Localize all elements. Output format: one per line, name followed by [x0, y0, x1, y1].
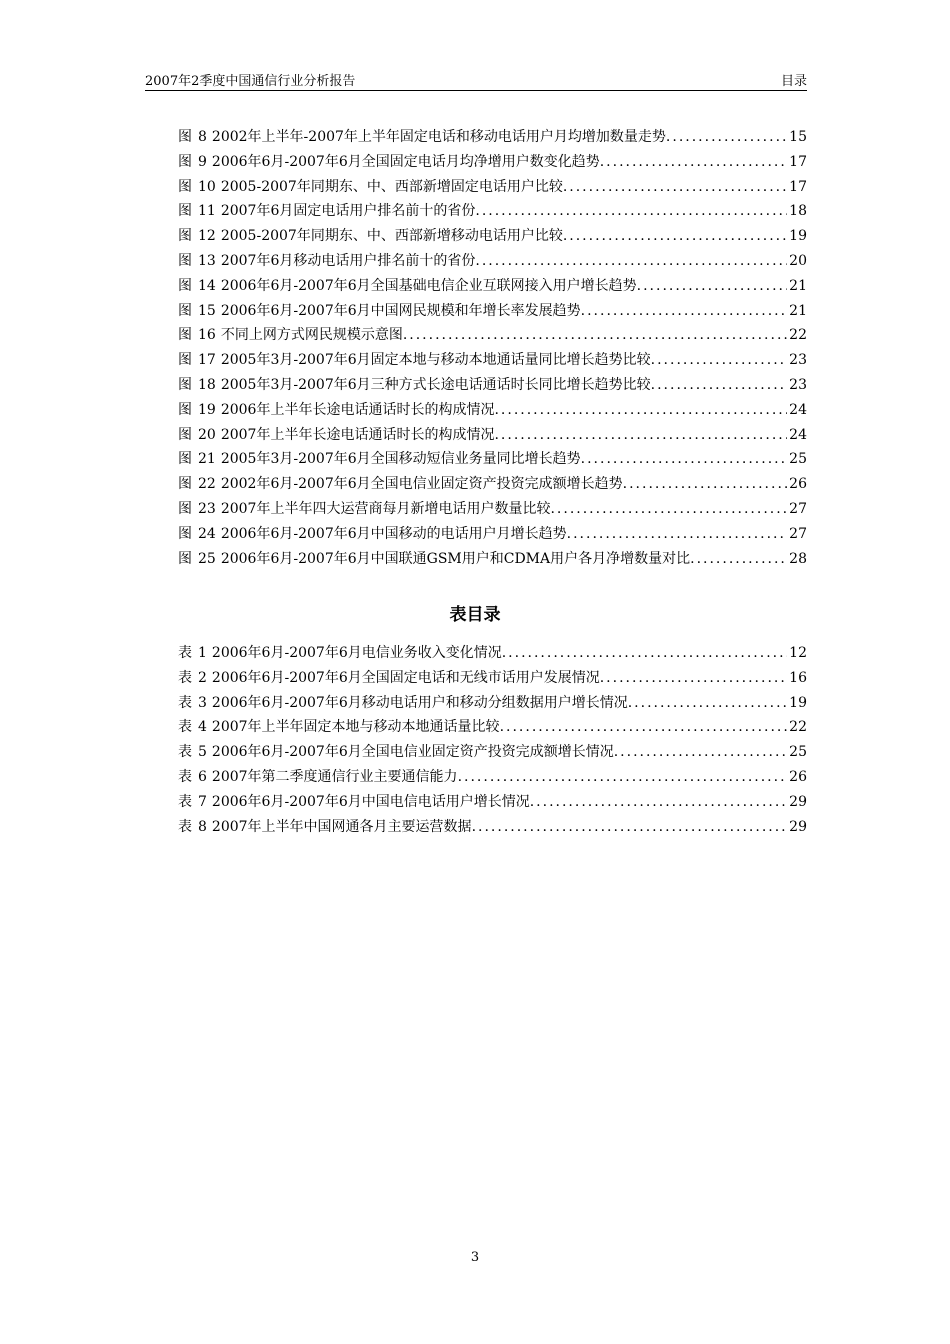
figure-entry-title: 2005-2007年同期东、中、西部新增移动电话用户比较 [220, 228, 563, 245]
table-entry-page: 12 [789, 645, 807, 661]
table-entry[interactable] [178, 716, 807, 741]
figure-entry-title: 2006年6月-2007年6月全国固定电话月均净增用户数变化趋势 [211, 153, 600, 170]
figure-entry-number: 14 [198, 277, 216, 294]
table-entry-number: 4 [198, 719, 207, 736]
table-entry-page: 29 [789, 818, 807, 835]
figure-entry-title: 不同上网方式网民规模示意图 [220, 327, 403, 344]
dot-leader [403, 327, 787, 343]
figure-entry-title: 2006年6月-2007年6月中国网民规模和年增长率发展趋势 [220, 302, 581, 319]
figure-entry[interactable] [178, 324, 807, 349]
figure-entry-page: 17 [789, 153, 807, 170]
figure-entry-title: 2006年6月-2007年6月全国基础电信企业互联网接入用户增长趋势 [220, 277, 637, 294]
figure-entry-title: 2005年3月-2007年6月全国移动短信业务量同比增长趋势 [220, 451, 581, 468]
figure-entry-page: 21 [789, 302, 807, 319]
figure-entry-page: 22 [789, 327, 807, 344]
figure-entry-prefix: 图 [178, 327, 192, 344]
figure-entry-number: 19 [198, 401, 216, 418]
figure-entry-prefix: 图 [178, 500, 192, 517]
table-entry-prefix: 表 [178, 694, 192, 711]
dot-leader [651, 377, 788, 393]
table-entry-page: 16 [789, 669, 807, 686]
dot-leader [637, 278, 788, 294]
figure-entry[interactable] [178, 523, 807, 548]
table-entry-number: 1 [198, 645, 207, 661]
figure-entry-number: 17 [198, 352, 216, 369]
table-entry-title: 2007年上半年固定本地与移动本地通话量比较 [211, 719, 500, 736]
figure-entry-page: 28 [789, 550, 807, 567]
table-entry-title: 2007年上半年中国网通各月主要运营数据 [211, 818, 472, 835]
figure-entry[interactable] [178, 300, 807, 325]
table-entry-prefix: 表 [178, 768, 192, 785]
figure-entry-page: 24 [789, 426, 807, 443]
table-entry-prefix: 表 [178, 793, 192, 810]
table-entry[interactable] [178, 791, 807, 816]
figure-entry-title: 2006年上半年长途电话通话时长的构成情况 [220, 401, 495, 418]
table-entry-number: 6 [198, 768, 207, 785]
dot-leader [458, 769, 788, 785]
figure-entry-prefix: 图 [178, 178, 192, 195]
figure-entry-title: 2007年6月移动电话用户排名前十的省份 [220, 252, 476, 269]
dot-leader [475, 253, 787, 269]
figure-entry-prefix: 图 [178, 476, 192, 493]
figure-entry-page: 26 [789, 476, 807, 493]
figure-entry-title: 2007年上半年四大运营商每月新增电话用户数量比较 [220, 500, 551, 517]
figure-entry-title: 2002年6月-2007年6月全国电信业固定资产投资完成额增长趋势 [220, 476, 623, 493]
dot-leader [600, 670, 787, 686]
table-list [178, 642, 807, 840]
dot-leader [563, 228, 787, 244]
figure-entry[interactable] [178, 349, 807, 374]
table-entry[interactable] [178, 766, 807, 791]
dot-leader [500, 719, 788, 735]
figure-entry[interactable] [178, 151, 807, 176]
table-entry-title: 2007年第二季度通信行业主要通信能力 [211, 768, 458, 785]
figure-entry-number: 16 [198, 327, 216, 344]
figure-entry[interactable] [178, 424, 807, 449]
figure-entry-number: 20 [198, 426, 216, 443]
figure-list [178, 126, 807, 572]
table-entry-title: 2006年6月-2007年6月全国电信业固定资产投资完成额增长情况 [211, 744, 614, 761]
page-number: 3 [470, 1250, 480, 1265]
figure-entry-number: 23 [198, 500, 216, 517]
figure-entry-number: 12 [198, 228, 216, 245]
table-entry-number: 3 [198, 694, 207, 711]
dot-leader [651, 352, 788, 368]
figure-entry-title: 2005年3月-2007年6月固定本地与移动本地通话量同比增长趋势比较 [220, 352, 651, 369]
dot-leader [550, 501, 787, 517]
dot-leader [567, 526, 788, 542]
dot-leader [690, 551, 787, 567]
table-entry-prefix: 表 [178, 669, 192, 686]
figure-entry-number: 8 [198, 129, 207, 145]
figure-entry-title: 2005年3月-2007年6月三种方式长途电话通话时长同比增长趋势比较 [220, 376, 651, 393]
dot-leader [614, 744, 787, 760]
figure-entry[interactable] [178, 374, 807, 399]
dot-leader [666, 129, 787, 145]
figure-entry-prefix: 图 [178, 228, 192, 245]
figure-entry-title: 2007年6月固定电话用户排名前十的省份 [220, 203, 476, 220]
figure-entry-page: 19 [789, 228, 807, 245]
figure-entry-number: 15 [198, 302, 216, 319]
table-entry-prefix: 表 [178, 645, 192, 661]
figure-entry-page: 25 [789, 451, 807, 468]
figure-entry-prefix: 图 [178, 550, 192, 567]
table-entry[interactable] [178, 741, 807, 766]
figure-entry[interactable] [178, 498, 807, 523]
figure-entry-prefix: 图 [178, 252, 192, 269]
figure-entry-number: 25 [198, 550, 216, 567]
figure-entry[interactable] [178, 250, 807, 275]
figure-entry-prefix: 图 [178, 153, 192, 170]
table-entry-page: 29 [789, 793, 807, 810]
dot-leader [475, 203, 787, 219]
figure-entry-prefix: 图 [178, 376, 192, 393]
figure-entry-prefix: 图 [178, 302, 192, 319]
figure-entry-prefix: 图 [178, 426, 192, 443]
table-entry-prefix: 表 [178, 744, 192, 761]
figure-entry-page: 17 [789, 178, 807, 195]
figure-entry-title: 2005-2007年同期东、中、西部新增固定电话用户比较 [220, 178, 563, 195]
dot-leader [494, 427, 787, 443]
table-entry-title: 2006年6月-2007年6月中国电信电话用户增长情况 [211, 793, 530, 810]
figure-entry-number: 10 [198, 178, 216, 195]
figure-entry-page: 23 [789, 376, 807, 393]
figure-entry-page: 27 [789, 525, 807, 542]
figure-entry-number: 24 [198, 525, 216, 542]
figure-entry-page: 18 [789, 203, 807, 220]
table-entry-title: 2006年6月-2007年6月移动电话用户和移动分组数据用户增长情况 [211, 694, 628, 711]
figure-entry[interactable] [178, 225, 807, 250]
figure-entry-number: 13 [198, 252, 216, 269]
tables-heading: 表目录 [449, 605, 501, 625]
table-entry-number: 8 [198, 818, 207, 835]
figure-entry-number: 11 [198, 203, 216, 220]
figure-entry[interactable] [178, 399, 807, 424]
figure-entry-title: 2002年上半年-2007年上半年固定电话和移动电话用户月均增加数量走势 [211, 129, 666, 145]
table-entry[interactable] [178, 692, 807, 717]
table-entry-page: 25 [789, 744, 807, 761]
dot-leader [530, 794, 787, 810]
figure-entry-prefix: 图 [178, 277, 192, 294]
figure-entry[interactable] [178, 448, 807, 473]
table-entry-number: 5 [198, 744, 207, 761]
figure-entry-page: 24 [789, 401, 807, 418]
figure-entry[interactable] [178, 473, 807, 498]
table-entry-page: 26 [789, 768, 807, 785]
figure-entry-number: 21 [198, 451, 216, 468]
dot-leader [563, 179, 787, 195]
header-section-label: 目录 [780, 74, 807, 89]
figure-entry-title: 2006年6月-2007年6月中国联通GSM用户和CDMA用户各月净增数量对比 [220, 550, 691, 567]
figure-entry[interactable] [178, 126, 807, 151]
figure-entry[interactable] [178, 548, 807, 573]
figure-entry-prefix: 图 [178, 352, 192, 369]
table-entry-prefix: 表 [178, 818, 192, 835]
figure-entry[interactable] [178, 200, 807, 225]
figure-entry[interactable] [178, 275, 807, 300]
figure-entry-number: 18 [198, 376, 216, 393]
dot-leader [502, 645, 787, 661]
dot-leader [600, 154, 787, 170]
table-entry-page: 19 [789, 694, 807, 711]
figure-entry-prefix: 图 [178, 203, 192, 220]
table-entry-number: 7 [198, 793, 207, 810]
figure-entry-prefix: 图 [178, 451, 192, 468]
figure-entry-title: 2006年6月-2007年6月中国移动的电话用户月增长趋势 [220, 525, 567, 542]
page-header [145, 68, 807, 91]
figure-entry-prefix: 图 [178, 525, 192, 542]
table-entry-prefix: 表 [178, 719, 192, 736]
table-entry-title: 2006年6月-2007年6月全国固定电话和无线市话用户发展情况 [211, 669, 600, 686]
dot-leader [623, 476, 788, 492]
table-entry-page: 22 [789, 719, 807, 736]
figure-entry[interactable] [178, 176, 807, 201]
dot-leader [494, 402, 787, 418]
dot-leader [581, 303, 788, 319]
figure-entry-prefix: 图 [178, 401, 192, 418]
table-entry[interactable] [178, 816, 807, 841]
figure-entry-number: 22 [198, 476, 216, 493]
figure-entry-page: 20 [789, 252, 807, 269]
figure-entry-page: 23 [789, 352, 807, 369]
table-entry-title: 2006年6月-2007年6月电信业务收入变化情况 [211, 645, 502, 661]
table-entry[interactable] [178, 642, 807, 667]
figure-entry-page: 21 [789, 277, 807, 294]
dot-leader [472, 819, 788, 835]
dot-leader [628, 695, 787, 711]
figure-entry-prefix: 图 [178, 129, 192, 145]
table-entry[interactable] [178, 667, 807, 692]
figure-entry-page: 15 [789, 129, 807, 145]
header-report-title: 2007年2季度中国通信行业分析报告 [145, 74, 356, 89]
figure-entry-title: 2007年上半年长途电话通话时长的构成情况 [220, 426, 495, 443]
figure-entry-page: 27 [789, 500, 807, 517]
figure-entry-number: 9 [198, 153, 207, 170]
dot-leader [581, 451, 788, 467]
table-entry-number: 2 [198, 669, 207, 686]
